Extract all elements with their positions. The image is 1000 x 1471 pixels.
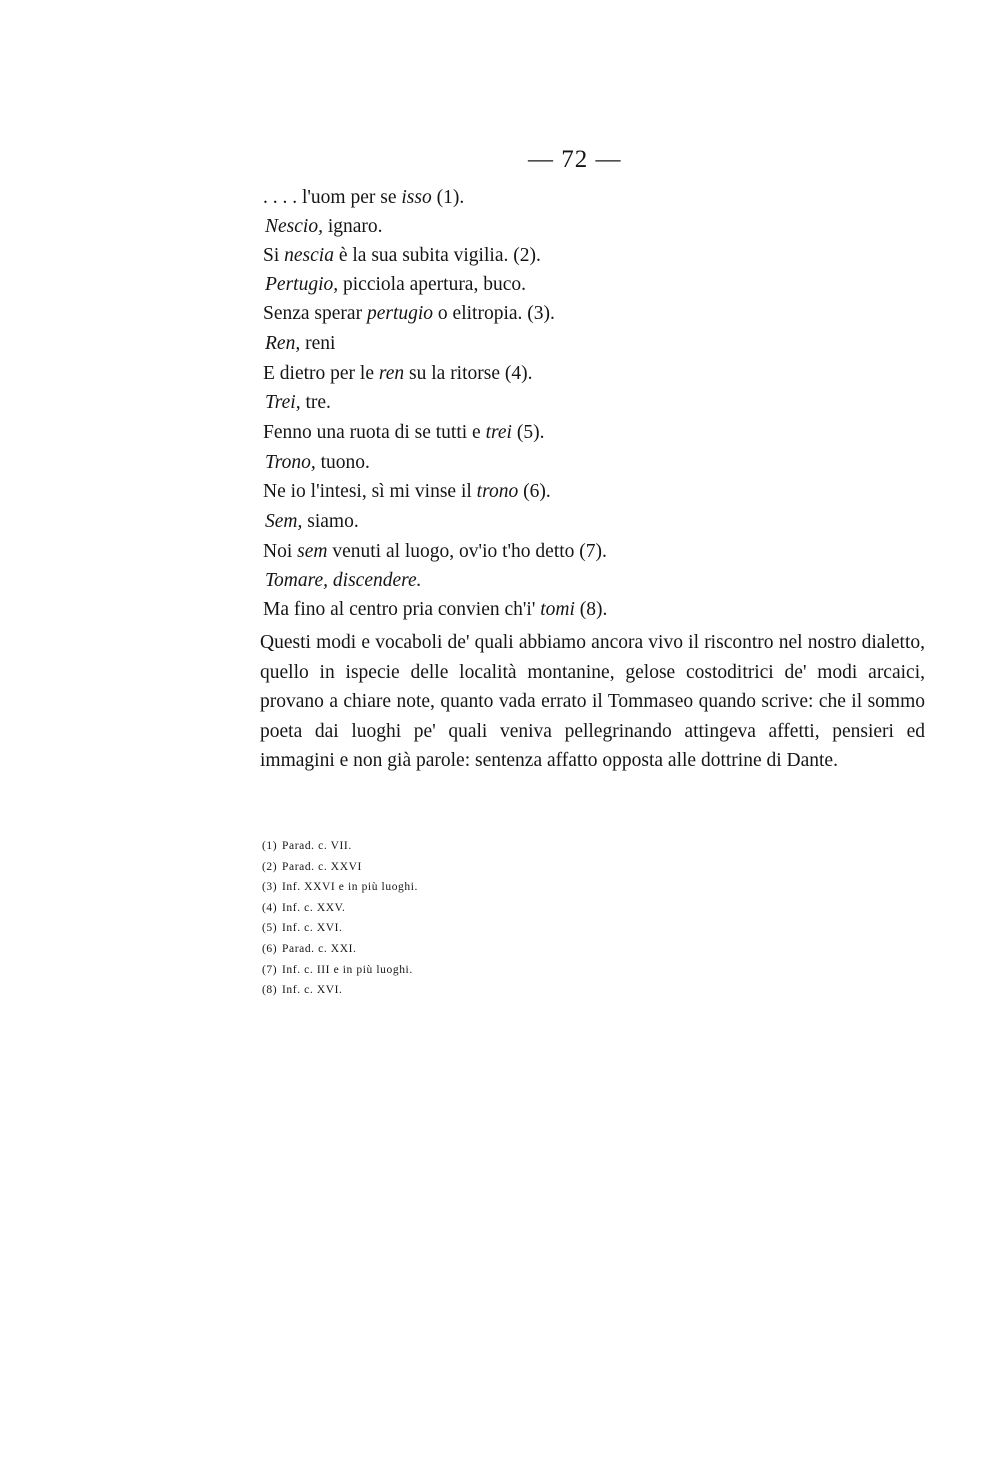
verse-line-13: Noi sem venuti al luogo, ov'io t'ho detto (7). <box>263 541 607 562</box>
verse-line-14: Tomare, discendere. <box>265 570 422 591</box>
body-paragraph: Questi modi e vocaboli de' quali abbiamo ancora vivo il riscontro nel nostro dialetto, quello in ispecie delle località montanine, gelose costoditrici de' modi arcaici, provano a chiare note, quanto vada errato il Tommaseo quando scrive: che il sommo poeta dai luoghi pe' quali veniva pellegrinando attingeva affetti, pensieri ed immagini e non già parole: sentenza affatto opposta alle dottrine di Dante. <box>260 632 925 772</box>
footnote <box>262 857 418 878</box>
verse-line-11: Ne io l'intesi, sì mi vinse il trono (6). <box>263 481 551 502</box>
footnote <box>262 898 418 919</box>
footnote <box>262 939 418 960</box>
footnote-number: (7) <box>262 963 278 976</box>
verse-line-12: Sem, siamo. <box>265 511 359 532</box>
footnote-text: Parad. c. XXVI <box>282 860 362 873</box>
footnote <box>262 960 418 981</box>
footnote-text: Parad. c. XXI. <box>282 942 357 955</box>
footnote-text: Inf. c. XXV. <box>282 901 346 914</box>
verse-line-9: Fenno una ruota di se tutti e trei (5). <box>263 422 545 443</box>
footnote-text: Parad. c. VII. <box>282 840 352 852</box>
footnote-number: (4) <box>262 901 278 914</box>
footnote-text: Inf. c. XVI. <box>282 922 343 935</box>
footnote <box>262 918 418 939</box>
footnote-number: (5) <box>262 922 278 935</box>
verse-line-6: Ren, reni <box>265 333 336 354</box>
footnote <box>262 836 418 857</box>
page-number: — 72 — <box>528 146 622 173</box>
footnote-number: (1) <box>262 840 278 852</box>
footnote-number: (2) <box>262 860 278 873</box>
footnote-text: Inf. c. XVI. <box>282 984 343 997</box>
verse-line-7: E dietro per le ren su la ritorse (4). <box>263 363 533 384</box>
verse-line-1: . . . . l'uom per se isso (1). <box>263 187 465 208</box>
footnote <box>262 980 418 1001</box>
footnotes <box>262 836 418 1001</box>
verse-line-10: Trono, tuono. <box>265 452 370 473</box>
verse-line-5: Senza sperar pertugio o elitropia. (3). <box>263 303 555 324</box>
verse-line-4: Pertugio, picciola apertura, buco. <box>265 274 526 295</box>
footnote-text: Inf. XXVI e in più luoghi. <box>282 881 419 894</box>
footnote-number: (8) <box>262 984 278 997</box>
footnote-number: (6) <box>262 942 278 955</box>
verse-line-3: Si nescia è la sua subita vigilia. (2). <box>263 245 541 266</box>
footnote-text: Inf. c. III e in più luoghi. <box>282 963 413 976</box>
footnote <box>262 877 418 898</box>
verse-line-8: Trei, tre. <box>265 392 331 413</box>
footnote-number: (3) <box>262 881 278 894</box>
verse-line-15: Ma fino al centro pria convien ch'i' tomi (8). <box>263 599 608 620</box>
verse-line-2: Nescio, ignaro. <box>265 216 383 237</box>
